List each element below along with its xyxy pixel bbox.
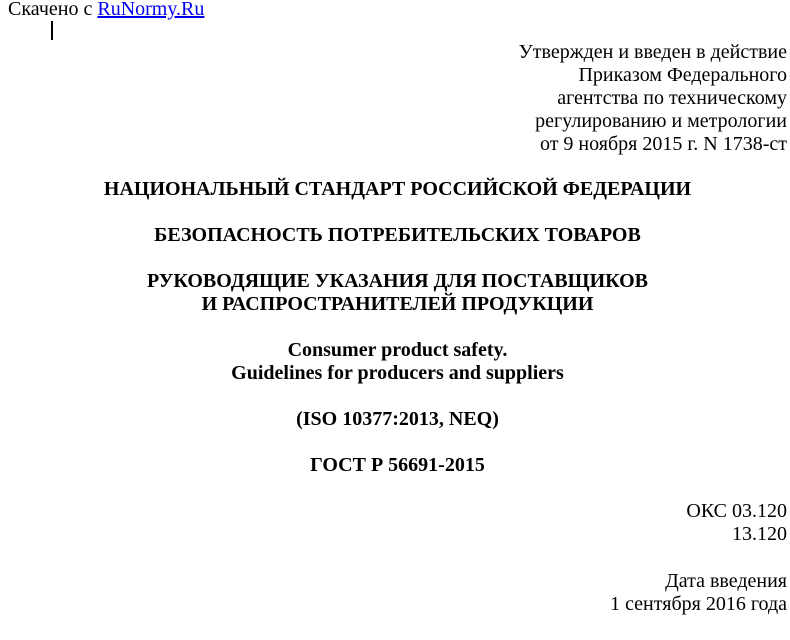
subtitle-line: РУКОВОДЯЩИЕ УКАЗАНИЯ ДЛЯ ПОСТАВЩИКОВ [146, 270, 649, 292]
iso-reference: (ISO 10377:2013, NEQ) [296, 408, 499, 430]
national-standard-heading: НАЦИОНАЛЬНЫЙ СТАНДАРТ РОССИЙСКОЙ ФЕДЕРАЦИИ [103, 178, 692, 200]
approval-line: агентства по техническому [557, 87, 787, 109]
standard-designation: ГОСТ Р 56691-2015 [310, 454, 485, 476]
oks-code: ОКС 03.120 [686, 500, 787, 522]
approval-line: регулированию и метрологии [535, 110, 787, 132]
effective-date-label: Дата введения [665, 570, 787, 592]
approval-line: от 9 ноября 2015 г. N 1738-ст [539, 133, 787, 155]
oks-code: 13.120 [732, 523, 787, 545]
approval-line: Утвержден и введен в действие [518, 41, 787, 63]
title-en-line: Consumer product safety. [287, 339, 508, 361]
approval-line: Приказом Федерального [578, 64, 787, 86]
download-source-line [8, 0, 204, 21]
title-en-line: Guidelines for producers and suppliers [231, 362, 564, 384]
standard-subtitle-ru [8, 270, 787, 316]
effective-date-block [610, 570, 787, 616]
effective-date-value: 1 сентября 2016 года [610, 593, 787, 615]
text-cursor [51, 21, 53, 40]
approval-block [519, 41, 787, 156]
standard-title-ru: БЕЗОПАСНОСТЬ ПОТРЕБИТЕЛЬСКИХ ТОВАРОВ [154, 224, 641, 246]
oks-classification [686, 500, 787, 546]
downloaded-from-label: Скачено с [8, 0, 93, 20]
source-link[interactable]: RuNormy.Ru [97, 0, 205, 20]
standard-title-en [8, 339, 787, 385]
subtitle-line: И РАСПРОСТРАНИТЕЛЕЙ ПРОДУКЦИИ [201, 293, 594, 315]
